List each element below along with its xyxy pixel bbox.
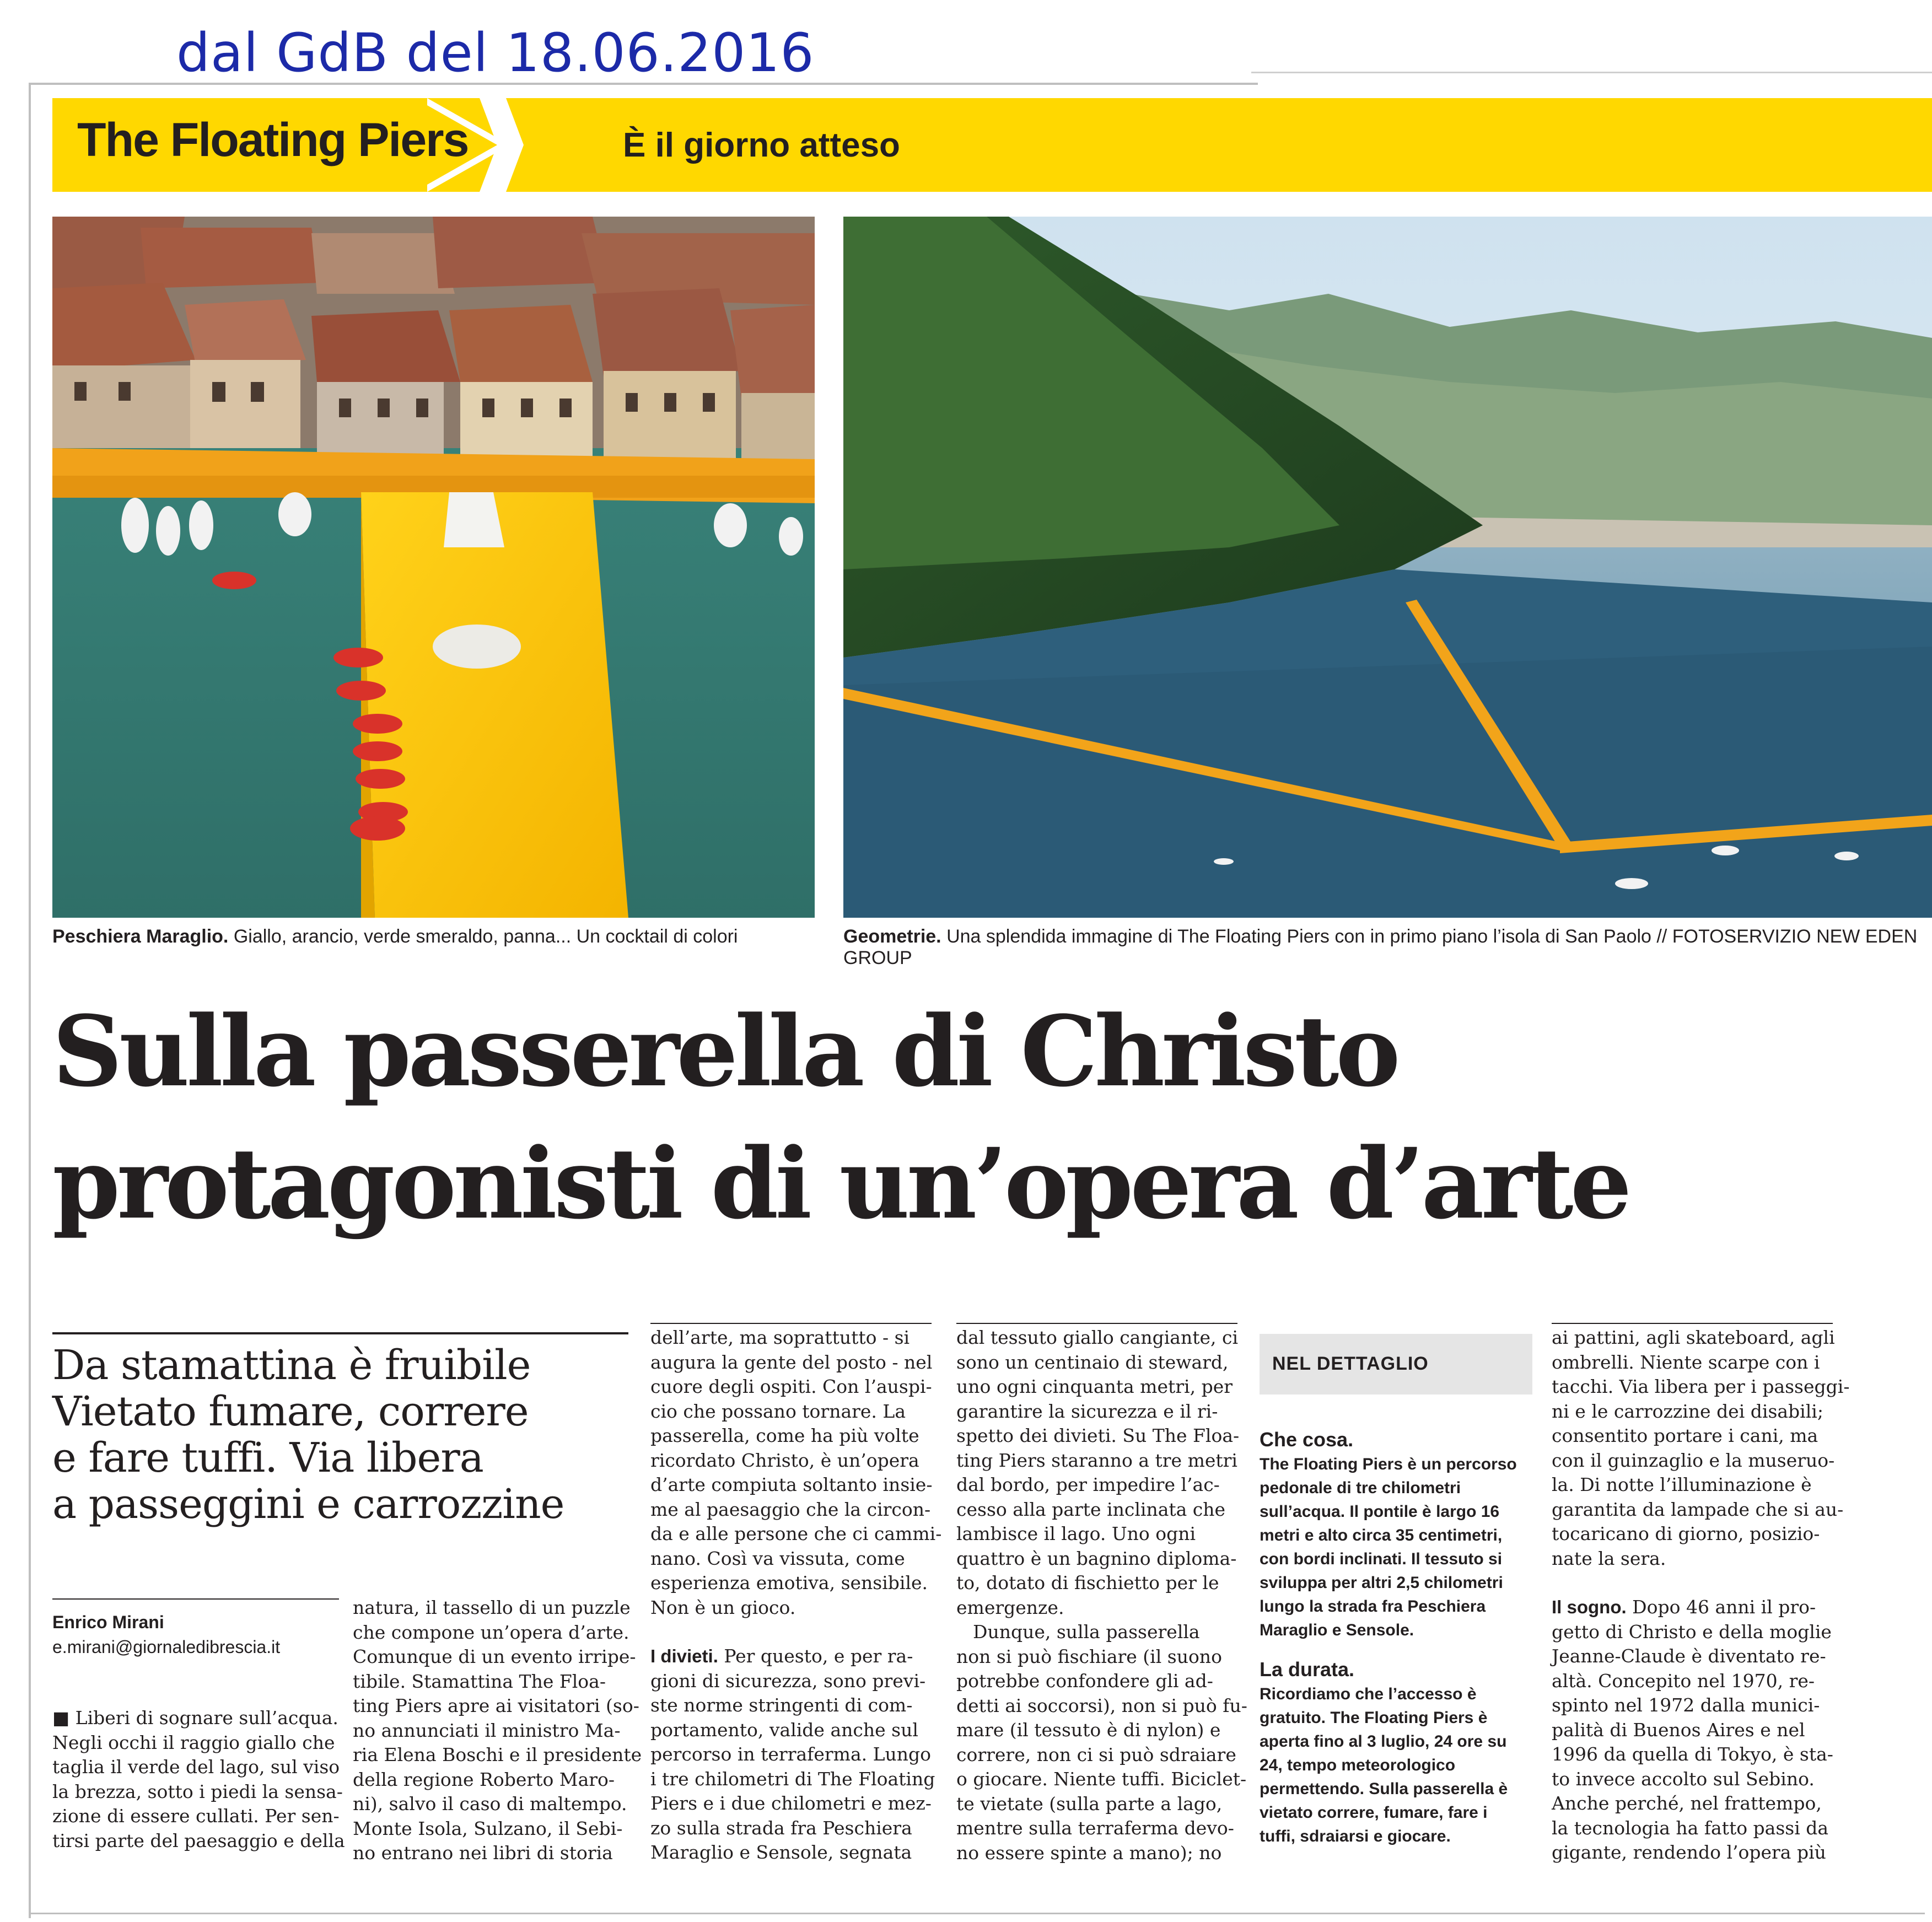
text-line: la brezza, sotto i piedi la sensa-	[52, 1780, 343, 1802]
section-subtitle: È il giorno atteso	[623, 126, 900, 164]
box-subhead-la-durata: La durata.	[1260, 1658, 1355, 1681]
text-line: ni e le carrozzine dei disabili;	[1552, 1400, 1823, 1422]
column-6-rule	[1552, 1323, 1833, 1324]
text-line: Maraglio e Sensole.	[1260, 1621, 1414, 1639]
frame-line-top	[29, 83, 1258, 85]
text-line: Monte Isola, Sulzano, il Sebi-	[353, 1817, 623, 1839]
text-line: passerella, come ha più volte	[650, 1425, 919, 1446]
byline-author: Enrico Mirani	[52, 1612, 164, 1632]
text-line: Ricordiamo che l’accesso è	[1260, 1685, 1477, 1703]
text-line: Dunque, sulla passerella	[973, 1621, 1200, 1643]
text-line	[650, 1644, 932, 1669]
text-line: zione di essere cullati. Per sen-	[52, 1805, 340, 1827]
text-line: d’arte compiuta soltanto insie-	[650, 1474, 933, 1495]
text-line: con bordi inclinati. Il tessuto si	[1260, 1550, 1503, 1568]
text-line: nano. Così va vissuta, come	[650, 1547, 905, 1569]
photo-caption-geometrie	[843, 926, 1932, 969]
text-line: cesso alla parte inclinata che	[956, 1498, 1226, 1520]
column-3-rule	[650, 1323, 932, 1324]
subhead-il-sogno: Il sogno.	[1552, 1597, 1627, 1617]
photo-caption-peschiera	[52, 926, 738, 947]
text-line: ria Elena Boschi e il presidente	[353, 1744, 642, 1765]
text-line: esperienza emotiva, sensibile.	[650, 1572, 928, 1593]
frame-line-left	[29, 83, 42, 1918]
text-line: percorso in terraferma. Lungo	[650, 1743, 932, 1765]
text-line: quattro è un bagnino diploma-	[956, 1547, 1237, 1569]
photo-peschiera-maraglio	[52, 217, 815, 918]
text-span: Dopo 46 anni il pro-	[1626, 1596, 1816, 1618]
text-line: ombrelli. Niente scarpe con i	[1552, 1351, 1820, 1373]
text-line: emergenze.	[956, 1596, 1064, 1618]
text-line: ting Piers staranno a tre metri	[956, 1449, 1237, 1471]
text-line: Maraglio e Sensole, segnata	[650, 1842, 912, 1863]
byline-email[interactable]: e.mirani@giornaledibrescia.it	[52, 1637, 281, 1657]
text-line: sull’acqua. Il pontile è largo 16	[1260, 1503, 1500, 1521]
text-line: 1996 da quella di Tokyo, è sta-	[1552, 1743, 1833, 1765]
deck-line: Da stamattina è fruibile	[52, 1342, 531, 1389]
text-line: correre, non ci si può sdraiare	[956, 1743, 1236, 1765]
deck-line: e fare tuffi. Via libera	[52, 1434, 483, 1482]
text-line: che compone un’opera d’arte.	[353, 1621, 629, 1643]
caption-bold: Geometrie.	[843, 926, 941, 947]
masthead: dal GdB del 18.06.2016	[176, 22, 815, 84]
headline-line-1: Sulla passerella di Christo	[52, 994, 1397, 1108]
text-line: dal tessuto giallo cangiante, ci	[956, 1327, 1239, 1348]
text-line: gigante, rendendo l’opera più	[1552, 1842, 1826, 1863]
text-line: The Floating Piers è un percorso	[1260, 1455, 1517, 1473]
text-line: cuore degli ospiti. Con l’auspi-	[650, 1376, 932, 1397]
text-line: cio che possano tornare. La	[650, 1400, 906, 1422]
text-line: tibile. Stamattina The Floa-	[353, 1670, 606, 1692]
text-line: la tecnologia ha fatto passi da	[1552, 1817, 1829, 1839]
text-line: vietato correre, fumare, fare i	[1260, 1803, 1488, 1822]
column-4-rule	[956, 1323, 1237, 1324]
text-line: to, dotato di fischietto per le	[956, 1572, 1219, 1593]
text-line: non si può fischiare (il suono	[956, 1645, 1222, 1667]
text-line: no entrano nei libri di storia	[353, 1842, 613, 1864]
frame-line-top-right	[1251, 72, 1932, 73]
subhead-divieti: I divieti.	[650, 1646, 718, 1666]
text-line: permettendo. Sulla passerella è	[1260, 1780, 1508, 1798]
text-line: ai pattini, agli skateboard, agli	[1552, 1327, 1835, 1348]
box-body	[1260, 1428, 1532, 1848]
section-label: The Floating Piers	[77, 114, 469, 166]
text-line: spinto nel 1972 dalla munici-	[1552, 1694, 1820, 1716]
text-line: spetto dei divieti. Su The Floa-	[956, 1425, 1240, 1446]
text-line: getto di Christo e della moglie	[1552, 1620, 1832, 1643]
text-line: Piers e i due chilometri e mez-	[650, 1792, 932, 1814]
text-line: uno ogni cinquanta metri, per	[956, 1376, 1233, 1397]
text-line: tirsi parte del paesaggio e della	[52, 1829, 345, 1851]
text-line: la. Di notte l’illuminazione è	[1552, 1474, 1812, 1495]
text-line: ting Piers apre ai visitatori (so-	[353, 1695, 639, 1716]
text-line: Anche perché, nel frattempo,	[1552, 1792, 1822, 1814]
text-line: metri e alto circa 35 centimetri,	[1260, 1526, 1503, 1544]
text-line: Negli occhi il raggio giallo che	[52, 1731, 335, 1753]
article-column-2	[353, 1596, 642, 1866]
article-column-6	[1552, 1326, 1850, 1865]
text-line: tuffi, sdraiarsi e giocare.	[1260, 1827, 1451, 1845]
text-line: dell’arte, ma soprattutto - si	[650, 1327, 910, 1348]
deck-line: a passeggini e carrozzine	[52, 1480, 564, 1528]
article-column-4	[956, 1326, 1247, 1865]
caption-bold: Peschiera Maraglio.	[52, 926, 229, 947]
box-subhead-che-cosa: Che cosa.	[1260, 1428, 1354, 1451]
text-line: garantita da lampade che si au-	[1552, 1498, 1844, 1520]
text-line: lambisce il lago. Uno ogni	[956, 1523, 1196, 1544]
text-line: zo sulla strada fra Peschiera	[650, 1817, 912, 1839]
text-line: 24, tempo meteorologico	[1260, 1756, 1456, 1774]
text-line: augura la gente del posto - nel	[650, 1351, 933, 1373]
text-line: lungo la strada fra Peschiera	[1260, 1597, 1486, 1616]
text-line: natura, il tassello di un puzzle	[353, 1597, 631, 1618]
text-line: i tre chilometri di The Floating	[650, 1768, 935, 1790]
text-line: ■ Liberi di sognare sull’acqua.	[52, 1707, 338, 1729]
text-line: ricordato Christo, è un’opera	[650, 1449, 919, 1471]
article-column-1	[52, 1706, 345, 1853]
text-line: da e alle persone che ci cammi-	[650, 1523, 942, 1544]
text-line: consentito portare i cani, ma	[1552, 1425, 1818, 1446]
text-line: con il guinzaglio e la museruo-	[1552, 1449, 1835, 1471]
text-line: dal bordo, per impedire l’ac-	[956, 1474, 1220, 1495]
deck-rule	[52, 1332, 628, 1334]
text-line: me al paesaggio che la circon-	[650, 1498, 931, 1520]
deck	[52, 1342, 637, 1527]
caption-text: Giallo, arancio, verde smeraldo, panna... Un cocktail di colori	[228, 926, 738, 947]
text-line: no essere spinte a mano); no	[956, 1842, 1222, 1864]
text-line: mare (il tessuto è di nylon) e	[956, 1719, 1221, 1741]
box-title: NEL DETTAGLIO	[1272, 1353, 1429, 1374]
text-line: sviluppa per altri 2,5 chilometri	[1260, 1574, 1503, 1592]
text-line: to invece accolto sul Sebino.	[1552, 1768, 1815, 1790]
text-line: ste norme stringenti di com-	[650, 1694, 913, 1716]
text-line: pedonale di tre chilometri	[1260, 1479, 1461, 1497]
text-line: Non è un gioco.	[650, 1596, 796, 1618]
text-span: Per questo, e per ra-	[718, 1645, 913, 1667]
text-line: aperta fino al 3 luglio, 24 ore su	[1260, 1732, 1507, 1751]
text-line: nate la sera.	[1552, 1547, 1666, 1569]
text-line: sono un centinaio di steward,	[956, 1351, 1229, 1373]
text-line: detti ai soccorsi), non si può fu-	[956, 1694, 1247, 1716]
article-column-3	[650, 1326, 942, 1865]
text-line: gioni di sicurezza, sono previ-	[650, 1670, 926, 1692]
text-line: te vietate (sulla parte a lago,	[956, 1792, 1223, 1815]
text-line: garantire la sicurezza e il ri-	[956, 1400, 1218, 1422]
text-line: palità di Buenos Aires e nel	[1552, 1719, 1805, 1741]
text-line: gratuito. The Floating Piers è	[1260, 1709, 1488, 1727]
text-line: no annunciati il ministro Ma-	[353, 1719, 621, 1741]
text-line: taglia il verde del lago, sul viso	[52, 1756, 340, 1778]
text-line: portamento, valide anche sul	[650, 1719, 918, 1741]
text-line: Jeanne-Claude è diventato re-	[1552, 1645, 1826, 1667]
text-line: tocaricano di giorno, posizio-	[1552, 1523, 1820, 1544]
text-line: o giocare. Niente tuffi. Biciclet-	[956, 1768, 1247, 1790]
text-line: ni), salvo il caso di maltempo.	[353, 1793, 627, 1815]
text-line	[1552, 1595, 1833, 1620]
photo-geometrie	[843, 217, 1932, 918]
text-line: mentre sulla terraferma devo-	[956, 1817, 1234, 1839]
text-line: della regione Roberto Maro-	[353, 1768, 615, 1790]
frame-line-bottom	[29, 1913, 1925, 1914]
deck-line: Vietato fumare, correre	[52, 1388, 529, 1435]
text-line: potrebbe confondere gli ad-	[956, 1670, 1213, 1692]
text-line: altà. Concepito nel 1970, re-	[1552, 1670, 1815, 1692]
headline-line-2: protagonisti di un’opera d’arte	[52, 1127, 1629, 1241]
byline-rule	[52, 1598, 339, 1600]
caption-text: Una splendida immagine di The Floating Piers con in primo piano l’isola di San Paolo // FOTOSERVIZIO NEW EDEN GROUP	[843, 926, 1918, 968]
text-line: Comunque di un evento irripe-	[353, 1646, 636, 1667]
text-line: tacchi. Via libera per i passeggi-	[1552, 1376, 1850, 1397]
